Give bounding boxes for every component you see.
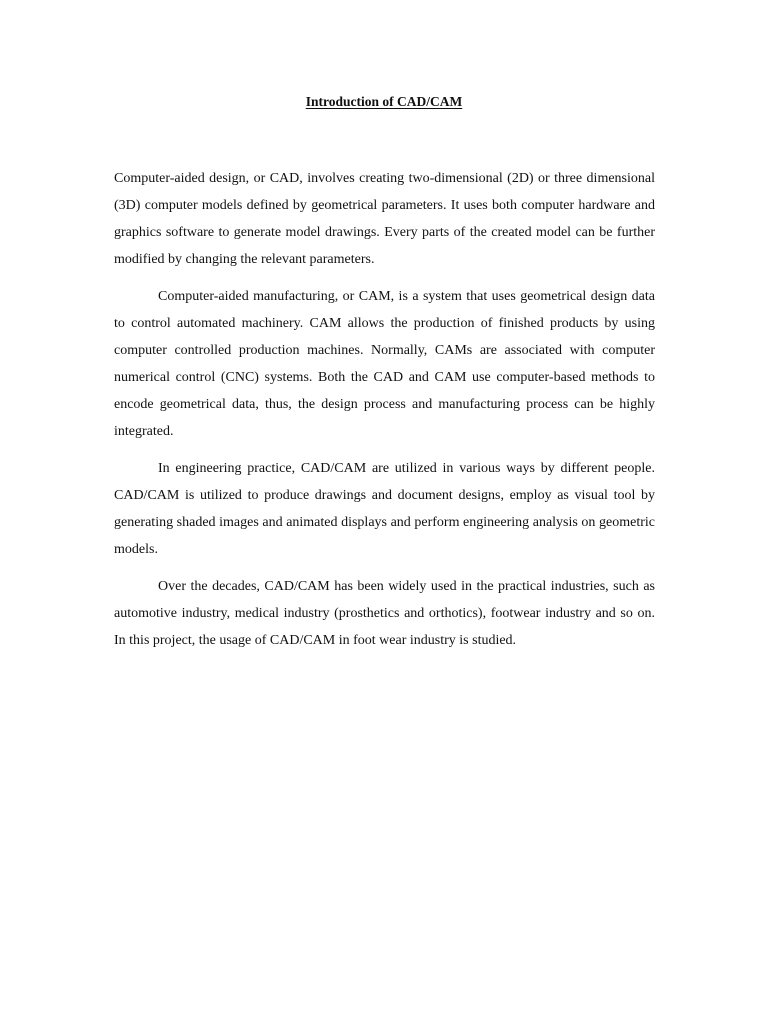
paragraph-cad-definition: Computer-aided design, or CAD, involves creating two-dimensional (2D) or three dimensional (3D) computer models defined by geometrical parameters. It uses both computer hardware and graphics software to generate model drawings. Every parts of the created model can be further modified by changing the relevant parameters.: [114, 171, 655, 267]
paragraph-industries: Over the decades, CAD/CAM has been widely used in the practical industries, such as automotive industry, medical industry (prosthetics and orthotics), footwear industry and so on. In this project, the usage of CAD/CAM in foot wear industry is studied.: [114, 579, 655, 648]
paragraph-engineering-practice: In engineering practice, CAD/CAM are utilized in various ways by different people. CAD/CAM is utilized to produce drawings and document designs, employ as visual tool by generating shaded images and animated displays and perform engineering analysis on geometric models.: [114, 461, 655, 557]
page-title-text: Introduction of CAD/CAM: [305, 94, 463, 109]
document-body: [114, 165, 655, 664]
page-title: [0, 93, 768, 111]
paragraph-cam-definition: Computer-aided manufacturing, or CAM, is a system that uses geometrical design data to control automated machinery. CAM allows the production of finished products by using computer controlled production machines. Normally, CAMs are associated with computer numerical control (CNC) systems. Both the CAD and CAM use computer-based methods to encode geometrical data, thus, the design process and manufacturing process can be highly integrated.: [114, 289, 655, 439]
